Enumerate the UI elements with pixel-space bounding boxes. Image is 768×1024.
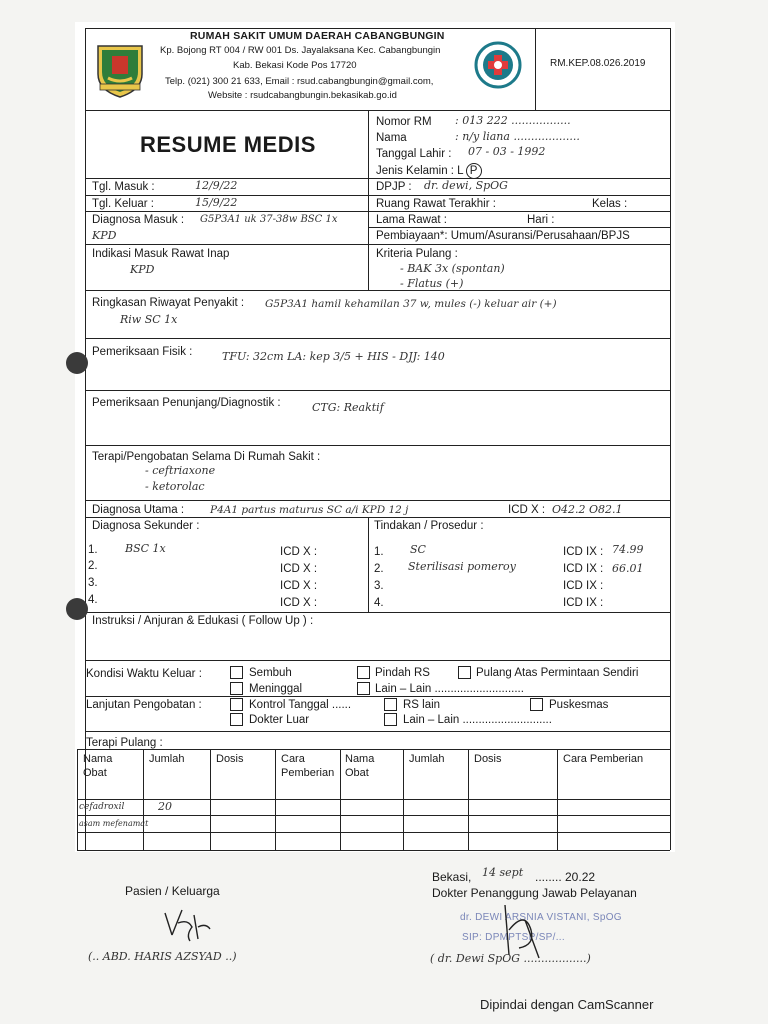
pindah-rs-label: Pindah RS xyxy=(375,667,430,679)
tgl-lahir-label: Tanggal Lahir : xyxy=(376,148,452,160)
meninggal-checkbox[interactable] xyxy=(230,682,243,695)
rule xyxy=(368,110,369,290)
rule xyxy=(85,178,670,179)
tindakan-icd: ICD IX : xyxy=(563,563,604,575)
hospital-contact: Telp. (021) 300 21 633, Email : rsud.cabangbungin@gmail.com, xyxy=(165,76,434,87)
ringkasan-value: G5P3A1 hamil kehamilan 37 w, mules (-) keluar air (+) xyxy=(265,298,557,310)
col-header: Jumlah xyxy=(149,753,185,765)
rule xyxy=(85,211,670,212)
tindakan-icd: ICD IX : xyxy=(563,597,604,609)
bekasi-date: 14 sept xyxy=(482,866,524,879)
rule xyxy=(85,500,670,501)
rule xyxy=(77,815,670,816)
jenis-kelamin-value: P xyxy=(466,163,482,179)
sekunder-icd: ICD X : xyxy=(280,580,318,592)
rule xyxy=(143,749,144,850)
tindakan-icd: ICD IX : xyxy=(563,580,604,592)
form-code: RM.KEP.08.026.2019 xyxy=(550,58,646,69)
nomor-rm-label: Nomor RM xyxy=(376,116,432,128)
instruksi-label: Instruksi / Anjuran & Edukasi ( Follow Up ) : xyxy=(92,615,314,627)
rule xyxy=(85,445,670,446)
hari-label: Hari : xyxy=(527,214,555,226)
lama-rawat-label: Lama Rawat : xyxy=(376,214,447,226)
pulang-aps-label: Pulang Atas Permintaan Sendiri xyxy=(476,667,639,679)
form-title: RESUME MEDIS xyxy=(140,132,316,157)
col-header: Jumlah xyxy=(409,753,445,765)
table-cell: asam mefenamat xyxy=(79,819,149,828)
tindakan-no: 2. xyxy=(374,563,384,575)
tgl-masuk-value: 12/9/22 xyxy=(195,179,238,192)
col-header: Nama Obat xyxy=(345,753,375,779)
doctor-signature xyxy=(495,900,545,960)
rule xyxy=(85,731,670,732)
diagnosa-masuk-label: Diagnosa Masuk : xyxy=(92,214,185,226)
fisik-label: Pemeriksaan Fisik : xyxy=(92,346,193,358)
jenis-kelamin xyxy=(376,163,482,179)
hospital-name: RUMAH SAKIT UMUM DAERAH CABANGBUNGIN xyxy=(190,30,445,42)
hospital-address-2: Kab. Bekasi Kode Pos 17720 xyxy=(233,60,357,71)
hospital-address-1: Kp. Bojong RT 004 / RW 001 Ds. Jayalaksana Kec. Cabangbungin xyxy=(160,45,441,56)
meninggal-label: Meninggal xyxy=(249,683,303,695)
ruang-label: Ruang Rawat Terakhir : xyxy=(376,198,496,210)
lanjutan-label: Lanjutan Pengobatan : xyxy=(86,699,202,711)
tindakan-value: Sterilisasi pomeroy xyxy=(408,560,516,573)
rule xyxy=(368,517,369,612)
rule xyxy=(670,28,671,110)
rule xyxy=(85,244,670,245)
rule xyxy=(85,612,670,613)
punch-hole xyxy=(66,598,88,620)
diag-utama-label: Diagnosa Utama : xyxy=(92,504,185,516)
rule xyxy=(368,227,670,228)
rs-lain-label: RS lain xyxy=(403,699,441,711)
tgl-keluar-value: 15/9/22 xyxy=(195,196,238,209)
tindakan-label: Tindakan / Prosedur : xyxy=(374,520,484,532)
dokter-luar-label: Dokter Luar xyxy=(249,714,310,726)
hospital-logo-icon xyxy=(473,40,523,90)
ringkasan-value-2: Riw SC 1x xyxy=(120,313,178,326)
rule xyxy=(670,110,671,850)
nama-label: Nama xyxy=(376,132,407,144)
bekasi-year: ........ 20.22 xyxy=(535,870,596,884)
diagnosa-masuk-value: G5P3A1 uk 37-38w BSC 1x xyxy=(200,214,338,225)
tindakan-no: 1. xyxy=(374,546,384,558)
sekunder-no: 4. xyxy=(88,594,98,606)
rule xyxy=(210,749,211,850)
puskesmas-checkbox[interactable] xyxy=(530,698,543,711)
terapi-2: - ketorolac xyxy=(145,480,205,493)
indikasi-value: KPD xyxy=(130,263,155,276)
pasien-signature xyxy=(160,905,215,945)
icd-x-value: O42.2 O82.1 xyxy=(552,503,623,516)
dpjp-label: DPJP : xyxy=(376,181,412,193)
bekasi-regency-emblem-icon xyxy=(90,40,150,100)
punch-hole xyxy=(66,352,88,374)
dokter-label: Dokter Penanggung Jawab Pelayanan xyxy=(432,886,637,900)
lain-lain-2-checkbox[interactable] xyxy=(384,713,397,726)
rule xyxy=(77,749,78,850)
doctor-stamp-sip: SIP: DPMPTSP/SP/... xyxy=(462,932,565,943)
hospital-website: Website : rsudcabangbungin.bekasikab.go.id xyxy=(208,90,397,101)
sekunder-no: 1. xyxy=(88,544,98,556)
col-header: Nama Obat xyxy=(83,753,113,779)
rule xyxy=(85,28,86,110)
col-header: Cara Pemberian xyxy=(281,753,335,779)
tindakan-icd-value: 74.99 xyxy=(612,543,644,556)
rule xyxy=(85,28,670,29)
nama-value: : n/y liana ................... xyxy=(455,130,580,143)
rule xyxy=(468,749,469,850)
tindakan-icd: ICD IX : xyxy=(563,546,604,558)
tgl-masuk-label: Tgl. Masuk : xyxy=(92,181,155,193)
pasien-name: (.. ABD. HARIS AZSYAD ..) xyxy=(88,950,237,963)
tgl-keluar-label: Tgl. Keluar : xyxy=(92,198,154,210)
sekunder-value: BSC 1x xyxy=(125,542,166,555)
col-header: Dosis xyxy=(216,753,244,765)
rule xyxy=(85,696,670,697)
rule xyxy=(557,749,558,850)
lain-lain-checkbox[interactable] xyxy=(357,682,370,695)
indikasi-label: Indikasi Masuk Rawat Inap xyxy=(92,248,230,260)
pindah-rs-checkbox[interactable] xyxy=(357,666,370,679)
rule xyxy=(85,110,670,111)
diag-sekunder-label: Diagnosa Sekunder : xyxy=(92,520,200,532)
rule xyxy=(403,749,404,850)
rs-lain-checkbox[interactable] xyxy=(384,698,397,711)
rule xyxy=(85,195,670,196)
pasien-label: Pasien / Keluarga xyxy=(125,884,220,898)
pembiayaan-label: Pembiayaan*: Umum/Asuransi/Perusahaan/BPJS xyxy=(376,230,630,242)
tindakan-no: 3. xyxy=(374,580,384,592)
lain-lain-2-label: Lain – Lain ............................ xyxy=(403,714,552,726)
puskesmas-label: Puskesmas xyxy=(549,699,609,711)
ringkasan-label: Ringkasan Riwayat Penyakit : xyxy=(92,297,245,309)
lain-lain-label: Lain – Lain ............................ xyxy=(375,683,524,695)
tindakan-icd-value: 66.01 xyxy=(612,562,644,575)
rule xyxy=(535,28,536,110)
nomor-rm-value: : 013 222 ................. xyxy=(455,114,571,127)
kontrol-label: Kontrol Tanggal ...... xyxy=(249,699,352,711)
table-cell: cefadroxil xyxy=(79,802,125,812)
sekunder-icd: ICD X : xyxy=(280,597,318,609)
sekunder-icd: ICD X : xyxy=(280,546,318,558)
kondisi-label: Kondisi Waktu Keluar : xyxy=(86,668,202,680)
sembuh-label: Sembuh xyxy=(249,667,292,679)
rule xyxy=(340,749,341,850)
fisik-value: TFU: 32cm LA: kep 3/5 + HIS - DJJ: 140 xyxy=(222,350,445,363)
rule xyxy=(85,338,670,339)
sekunder-no: 3. xyxy=(88,577,98,589)
terapi-label: Terapi/Pengobatan Selama Di Rumah Sakit : xyxy=(92,451,321,463)
rule xyxy=(77,832,670,833)
rule xyxy=(85,390,670,391)
dokter-luar-checkbox[interactable] xyxy=(230,713,243,726)
penunjang-value: CTG: Reaktif xyxy=(312,401,384,414)
dokter-signature-line: ( dr. Dewi SpOG ..................) xyxy=(430,952,591,965)
terapi-1: - ceftriaxone xyxy=(145,464,216,477)
icd-x-label: ICD X : xyxy=(508,504,546,516)
kriteria-2: - Flatus (+) xyxy=(400,277,464,290)
terapi-pulang-label: Terapi Pulang : xyxy=(86,737,163,749)
sembuh-checkbox[interactable] xyxy=(230,666,243,679)
tgl-lahir-value: 07 - 03 - 1992 xyxy=(468,145,546,158)
kriteria-1: - BAK 3x (spontan) xyxy=(400,262,505,275)
rule xyxy=(85,660,670,661)
kriteria-label: Kriteria Pulang : xyxy=(376,248,458,260)
dpjp-value: dr. dewi, SpOG xyxy=(424,179,508,192)
tindakan-no: 4. xyxy=(374,597,384,609)
kelas-label: Kelas : xyxy=(592,198,628,210)
diagnosa-masuk-value-2: KPD xyxy=(92,229,117,242)
bekasi-label: Bekasi, xyxy=(432,870,472,884)
kontrol-checkbox[interactable] xyxy=(230,698,243,711)
rule xyxy=(77,850,670,851)
rule xyxy=(85,517,670,518)
penunjang-label: Pemeriksaan Penunjang/Diagnostik : xyxy=(92,397,281,409)
sekunder-no: 2. xyxy=(88,560,98,572)
jenis-kelamin-label: Jenis Kelamin : L xyxy=(376,165,464,177)
rule xyxy=(77,749,670,750)
diag-utama-value: P4A1 partus maturus SC a/i KPD 12 j xyxy=(210,504,409,516)
col-header: Cara Pemberian xyxy=(563,753,644,765)
pulang-aps-checkbox[interactable] xyxy=(458,666,471,679)
sekunder-icd: ICD X : xyxy=(280,563,318,575)
scanner-footer: Dipindai dengan CamScanner xyxy=(480,997,654,1012)
col-header: Dosis xyxy=(474,753,502,765)
tindakan-value: SC xyxy=(410,543,426,556)
rule xyxy=(275,749,276,850)
table-cell: 20 xyxy=(158,800,172,813)
doctor-stamp-name: dr. DEWI ARSNIA VISTANI, SpOG xyxy=(460,912,622,923)
rule xyxy=(85,290,670,291)
